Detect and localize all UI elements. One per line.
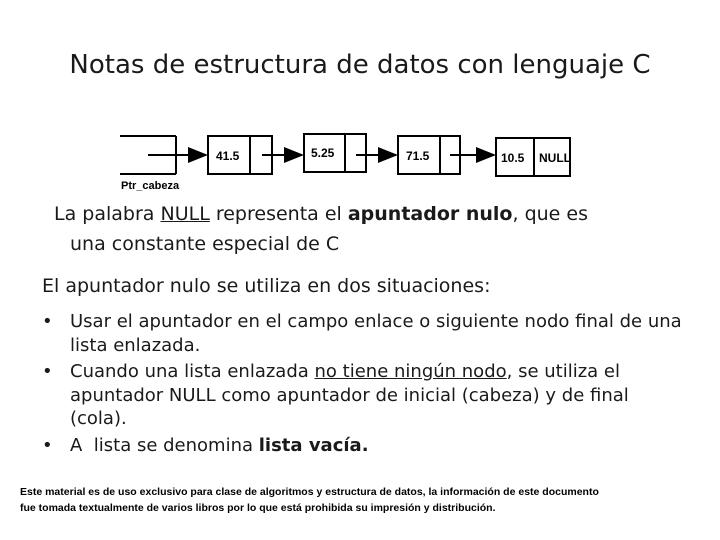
- para1-mid: representa el: [209, 203, 348, 225]
- bullet-text-bold: lista vacía.: [258, 434, 369, 456]
- node-3-value: 71.5: [406, 149, 430, 163]
- paragraph-null-line2: una constante especial de C: [70, 233, 340, 255]
- bullet-dot: •: [42, 434, 53, 456]
- linked-list-diagram: [0, 0, 720, 200]
- paragraph-null: [48, 202, 688, 226]
- bullet-text-pre: Cuando una lista enlazada: [70, 361, 315, 382]
- node-2-value: 5.25: [311, 146, 335, 160]
- bullet-text-post: , se utiliza el apuntador NULL como apuntador de inicial (cabeza) y de final (cola).: [70, 361, 629, 429]
- head-pointer-label: Ptr_cabeza: [121, 180, 180, 192]
- bullet-list: [42, 310, 682, 460]
- bullet-text-pre: A lista se denomina: [70, 434, 259, 456]
- bullet-text: Usar el apuntador en el campo enlace o siguiente nodo final de una lista enlazada.: [70, 311, 682, 356]
- node-4-value: 10.5: [501, 151, 525, 165]
- node-1-value: 41.5: [216, 149, 240, 163]
- bullet-dot: •: [42, 361, 53, 382]
- footer-line-2: fue tomada textualmente de varios libros por lo que está prohibida su impresión y distribución.: [20, 502, 496, 514]
- bullet-text-underline: no tiene ningún nodo: [314, 361, 507, 382]
- list-item: [42, 310, 682, 357]
- para1-bold: apuntador nulo: [347, 203, 513, 225]
- list-item: [42, 434, 682, 458]
- linked-list-svg: [0, 0, 720, 200]
- null-label: NULL: [539, 151, 571, 165]
- para1-null-word: NULL: [160, 203, 210, 225]
- paragraph-situations: El apuntador nulo se utiliza en dos situaciones:: [42, 275, 491, 297]
- bullet-dot: •: [42, 311, 53, 332]
- footer-disclaimer: [20, 484, 700, 516]
- para1-post: , que es: [512, 203, 588, 225]
- footer-line-1: Este material es de uso exclusivo para clase de algoritmos y estructura de datos, la información de este documento: [20, 486, 599, 498]
- para1-pre: La palabra: [48, 203, 161, 225]
- list-item: [42, 360, 682, 431]
- page-title: Notas de estructura de datos con lenguaje C: [69, 50, 651, 80]
